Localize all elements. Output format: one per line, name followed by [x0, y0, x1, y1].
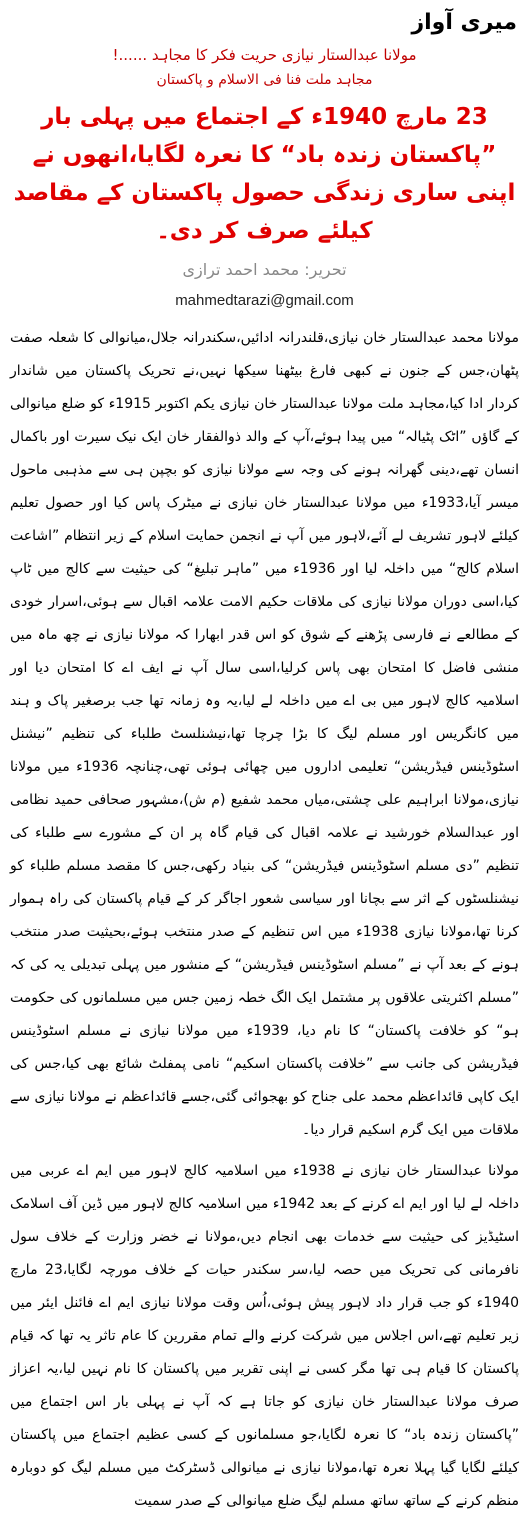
paragraph-2: مولانا عبدالستار خان نیازی نے 1938ء میں اسلامیہ کالج لاہور میں ایم اے عربی میں داخلہ لے لیا اور ایم اے کرنے کے بعد 1942ء میں اسلامیہ کالج لاہور میں ڈین آف اسلامک اسٹیڈیز کی حیثیت سے خدمات بھی انجام دیں،مولانا نے خضر وزارت کے خلاف سول نافرمانی کی تحریک میں حصہ لیا،سر سکندر حیات کے خلاف مورچہ لگایا،23 مارچ 1940ء کو جب قرار داد لاہور پیش ہوئی،اُس وقت مولانا نیازی ایم اے فائنل ایئر میں زیر تعلیم تھے،اس اجلاس میں شرکت کرنے والے تمام مقررین کا عام تاثر یہ تھا کہ قیام پاکستان کا قیام ہی تھا مگر کسی نے اپنی تقریر میں پاکستان کا نام نہیں لیا،یہ اعزاز صرف مولانا عبدالستار خان نیازی کو جاتا ہے کہ آپ نے پہلی بار اس اجتماع میں ”پاکستان زندہ باد“ کا نعرہ لگایا،جو مسلمانوں کے کسی عظیم اجتماع میں پاکستان کیلئے لگایا گیا پہلا نعرہ تھا،مولانا نیازی نے میانوالی ڈسٹرکٹ میں مسلم لیگ کو دوبارہ منظم کرنے کے ساتھ ساتھ مسلم لیگ ضلع میانوالی کے صدر سمیت [10, 1163, 519, 1509]
column-title: میری آواز [411, 10, 517, 35]
article-byline: مجاہد ملت فنا فی الاسلام و پاکستان [156, 72, 373, 88]
paragraph-1: مولانا محمد عبدالستار خان نیازی،قلندرانہ ادائیں،سکندرانہ جلال،میانوالی کا شعلہ صفت پٹھان،جس کے جنون نے کبھی فارغ بیٹھنا سیکھا نہیں،نے تحریک پاکستان میں شاندار کردار ادا کیا،مجاہد ملت مولانا عبدالستار خان نیازی یکم اکتوبر 1915ء کو ضلع میانوالی کے گاؤں ”اٹک پٹیالہ“ میں پیدا ہوئے،آپ کے والد ذوالفقار خان ایک نیک سیرت اور باکمال انسان تھے،دینی گھرانہ ہونے کی وجہ سے مولانا نیازی کو بچپن ہی سے مذہبی ماحول میسر آیا،1933ء میں مولانا عبدالستار خان نیازی نے میٹرک پاس کیا اور حصول تعلیم کیلئے لاہور تشریف لے آئے،لاہور میں آپ نے انجمن حمایت اسلام کے زیر انتظام ”اشاعت اسلام کالج“ میں داخلہ لیا اور 1936ء میں ”ماہر تبلیغ“ کی حیثیت سے کالج میں ٹاپ کیا،اسی دوران مولانا نیازی کی ملاقات حکیم الامت علامہ اقبال سے ہوئی،اسرار خودی کے مطالعے نے فارسی پڑھنے کے شوق کو اس قدر ابھارا کہ مولانا نیازی نے چھ ماہ میں منشی فاضل کا امتحان بھی پاس کرلیا،اسی سال آپ نے ایف اے کا امتحان دیا اور اسلامیہ کالج لاہور میں بی اے میں داخلہ لے لیا،یہ وہ زمانہ تھا جب برصغیر پاک و ہند میں کانگریس اور مسلم لیگ کا بڑا چرچا تھا،نیشنلسٹ طلباء کی تنظیم ”نیشنل اسٹوڈینس فیڈریشن“ تعلیمی اداروں میں چھائی ہوئی تھی،چنانچہ 1936ء میں مولانا نیازی،مولانا ابراہیم علی چشتی،میاں محمد شفیع (م ش)،مشہور صحافی حمید نظامی اور عبدالسلام خورشید نے علامہ اقبال کی قیام گاہ پر ان کے مشورے سے طلباء کی تنظیم ”دی مسلم اسٹوڈینس فیڈریشن“ کی بنیاد رکھی،جس کا مقصد مسلم طلباء کو نیشنلسٹوں کے اثر سے بچانا اور سیاسی شعور اجاگر کر کے قیام پاکستان کی راہ ہموار کرنا تھا،مولانا نیازی 1938ء میں اس تنظیم کے صدر منتخب ہوئے،بحیثیت صدر منتخب ہونے کے بعد آپ نے ”مسلم اسٹوڈینس فیڈریشن“ کے منشور میں پہلی تبدیلی یہ کی کہ ”مسلم اکثریتی علاقوں پر مشتمل ایک الگ خطہ زمین جس میں مسلمانوں کی حکومت ہو“ کو خلافت پاکستان“ کا نام دیا، 1939ء میں مولانا نیازی نے مسلم اسٹوڈینس فیڈریشن کی جانب سے ”خلافت پاکستان اسکیم“ نامی پمفلٹ شائع بھی کیا،جس کی ایک کاپی قائداعظم محمد علی جناح کو بھجوائی گئی،جسے قائداعظم نے مولانا نیازی سے ملاقات میں ایک گرم اسکیم قرار دیا۔ [10, 330, 519, 1138]
article-subtitle: مولانا عبدالستار نیازی حریت فکر کا مجاہد ......! [112, 46, 417, 64]
article-author: تحریر: محمد احمد ترازی [182, 260, 347, 279]
author-email[interactable]: mahmedtarazi@gmail.com [175, 292, 354, 309]
article-headline: 23 مارچ 1940ء کے اجتماع میں پہلی بار ”پاکستان زندہ باد“ کا نعرہ لگایا،انھوں نے اپنی ساری زندگی حصول پاکستان کے مقاصد کیلئے صرف کر دی۔ [13, 104, 516, 244]
